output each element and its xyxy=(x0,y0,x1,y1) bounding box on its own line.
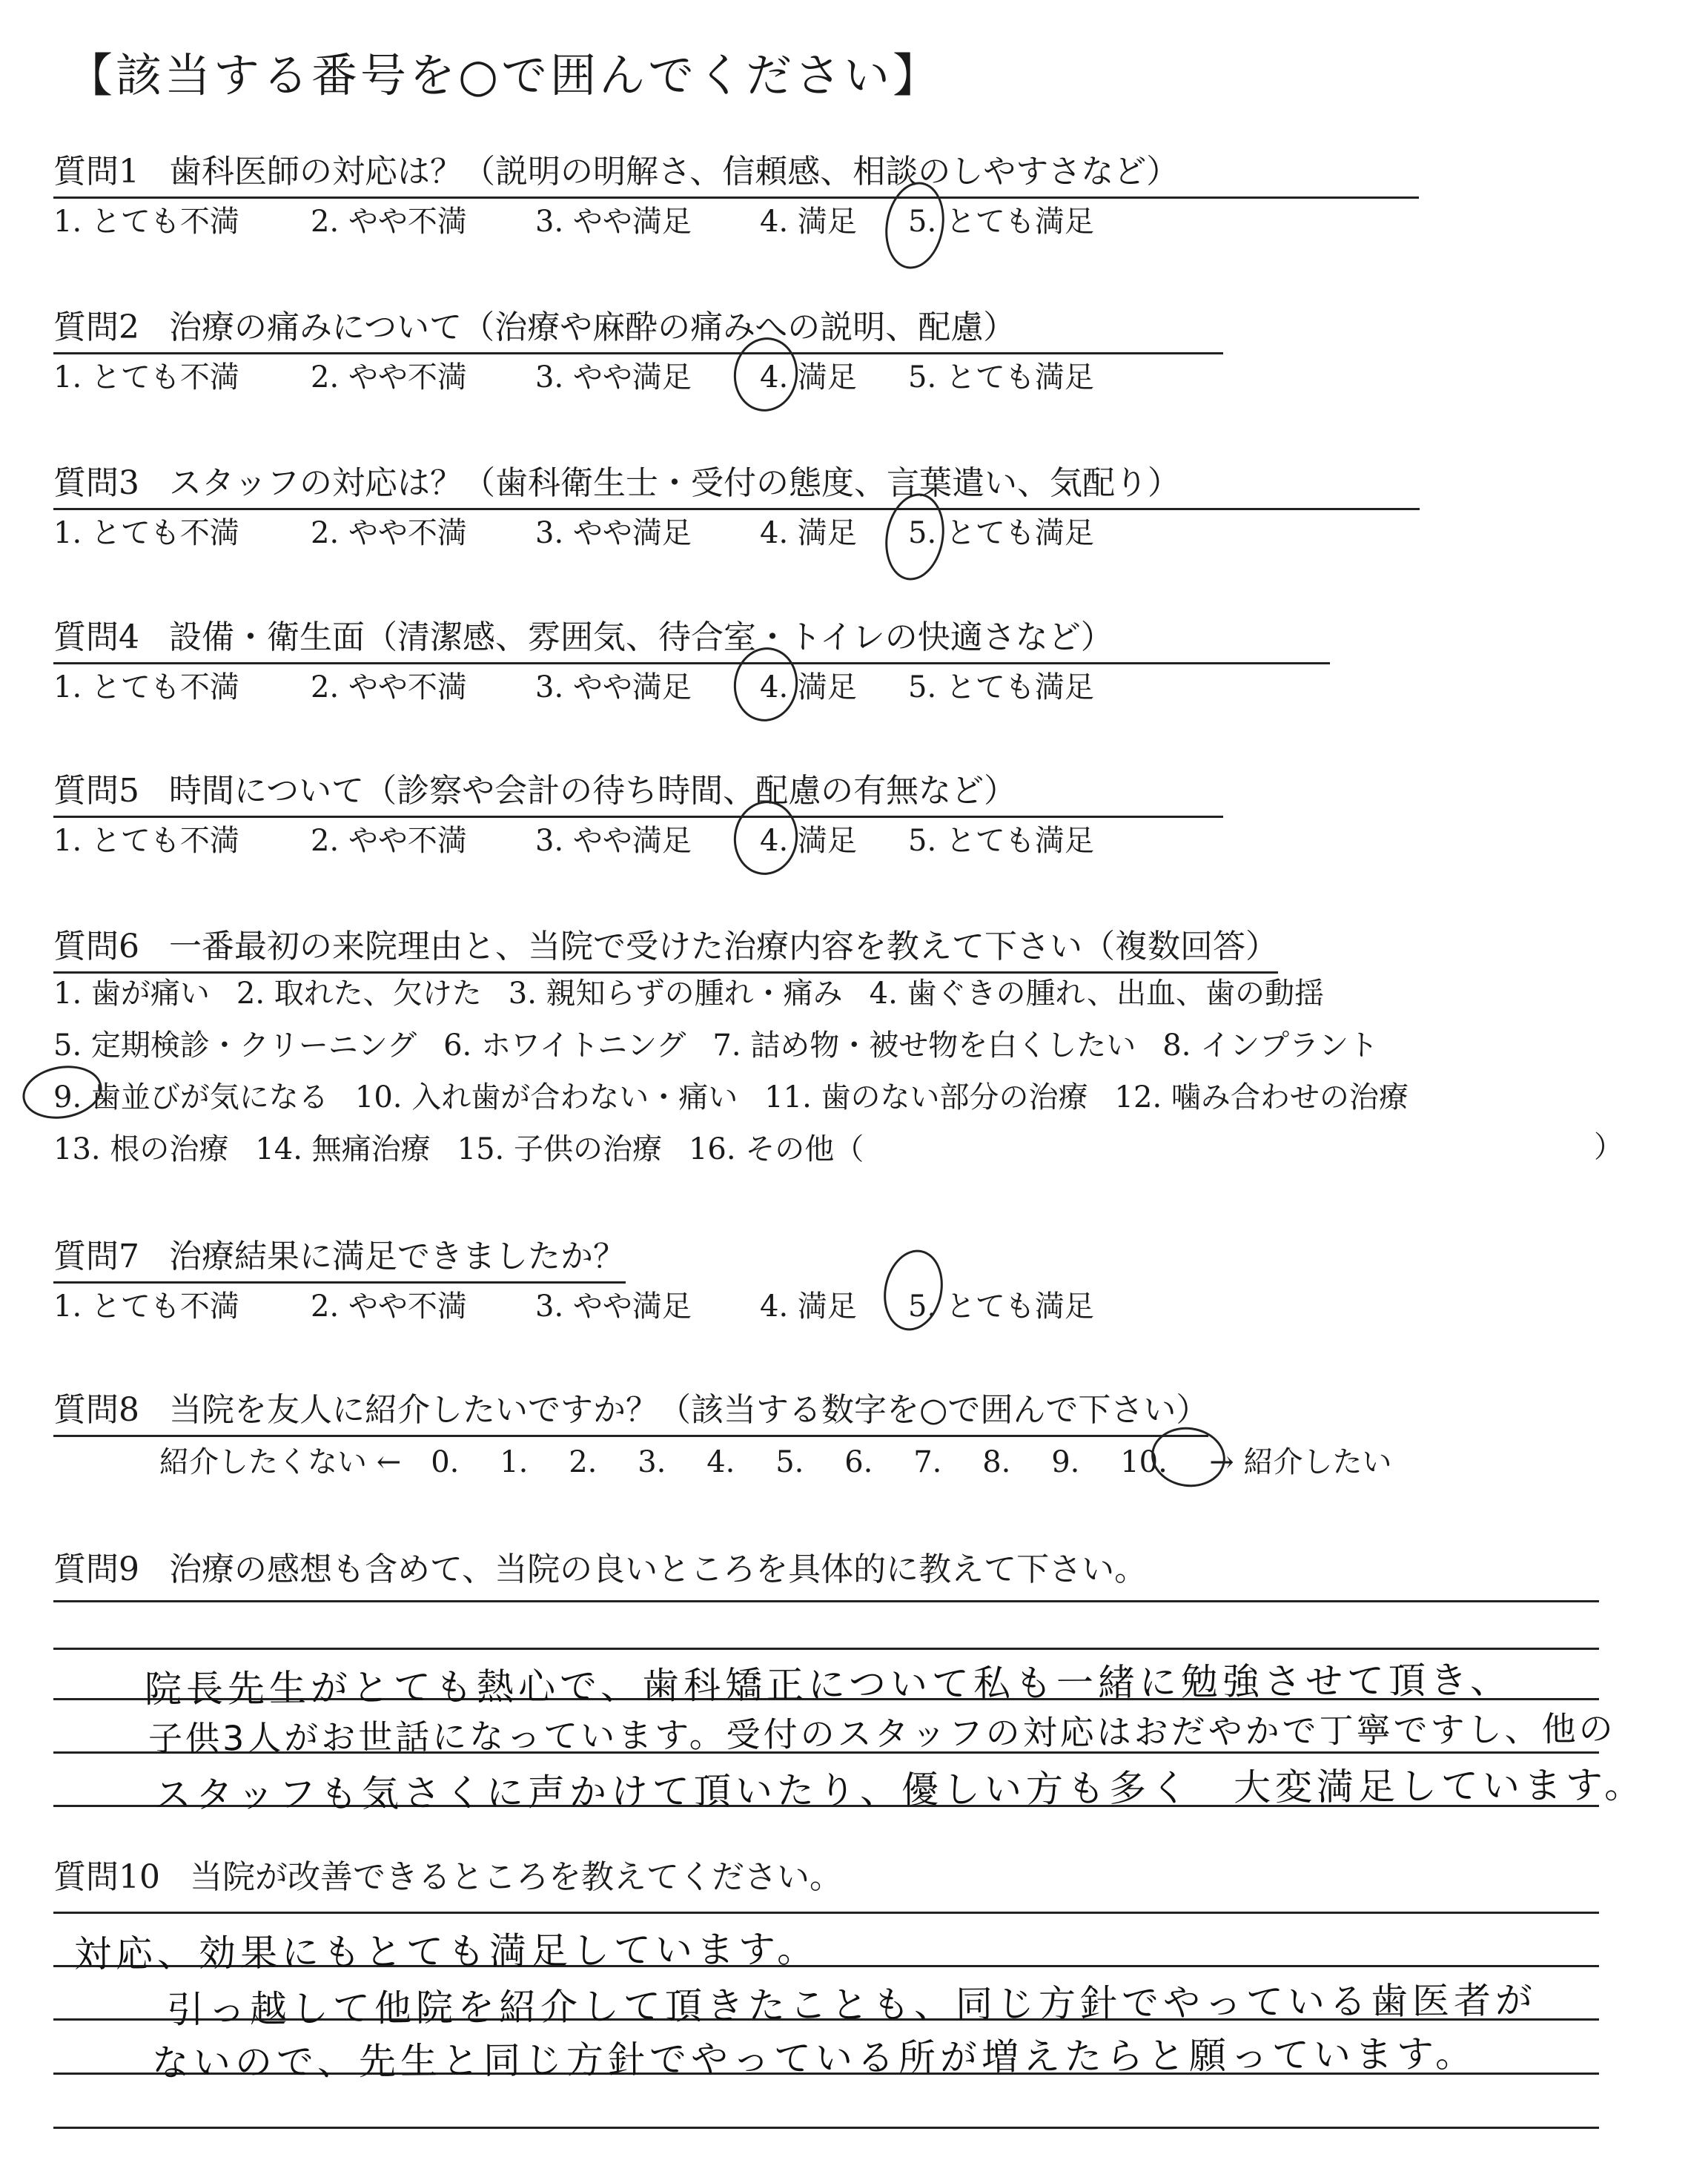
q6-option[interactable]: 13. 根の治療 xyxy=(53,1132,229,1166)
question-number: 質問5 xyxy=(53,772,139,810)
question-number: 質問6 xyxy=(53,928,139,965)
scale-number[interactable]: 0. xyxy=(431,1445,460,1479)
handwritten-answer: 引っ越して他院を紹介して頂きたことも、同じ方針でやっている歯医者が xyxy=(166,1978,1537,2032)
option-somewhat-satisfied[interactable]: 3. やや満足 xyxy=(535,205,692,239)
question-text: 設備・衛生面（清潔感、雰囲気、待合室・トイレの快適さなど） xyxy=(169,618,1113,656)
q6-option[interactable]: 8. インプラント xyxy=(1162,1028,1379,1063)
answer-line xyxy=(53,1648,1599,1650)
question-1 xyxy=(53,145,1419,199)
scale-number[interactable]: 9. xyxy=(1051,1445,1080,1479)
handwritten-answer: 院長先生がとても熱心で、歯科矯正について私も一緒に勉強させて頂き、 xyxy=(144,1658,1512,1711)
option-very-dissatisfied[interactable]: 1. とても不満 xyxy=(53,670,239,704)
handwritten-answer: ないので、先生と同じ方針でやっている所が増えたらと願っています。 xyxy=(151,2032,1477,2085)
question-10 xyxy=(53,1850,842,1898)
handwritten-answer: 対応、効果にもとても満足しています。 xyxy=(73,1927,819,1976)
option-satisfied[interactable]: 4. 満足 xyxy=(760,205,857,239)
question-text: 時間について（診察や会計の待ち時間、配慮の有無など） xyxy=(169,772,1017,810)
q6-option[interactable]: 14. 無痛治療 xyxy=(255,1132,431,1166)
scale-number-selected[interactable]: 10. xyxy=(1120,1445,1168,1479)
option-very-dissatisfied[interactable]: 1. とても不満 xyxy=(53,1289,239,1324)
question-number: 質問10 xyxy=(53,1858,160,1896)
option-very-dissatisfied[interactable]: 1. とても不満 xyxy=(53,824,239,858)
option-very-dissatisfied[interactable]: 1. とても不満 xyxy=(53,360,239,394)
q6-option[interactable]: 16. その他（ xyxy=(688,1132,864,1166)
option-somewhat-dissatisfied[interactable]: 2. やや不満 xyxy=(311,670,467,704)
scale-number[interactable]: 8. xyxy=(982,1445,1011,1479)
page-heading: 【該当する番号を○で囲んでください】 xyxy=(67,48,942,102)
question-7 xyxy=(53,1229,626,1284)
answer-line xyxy=(53,1912,1599,1914)
option-very-satisfied[interactable]: 5. とても満足 xyxy=(908,1289,1094,1324)
question-number: 質問3 xyxy=(53,464,139,502)
option-very-satisfied[interactable]: 5. とても満足 xyxy=(908,205,1094,239)
option-somewhat-satisfied[interactable]: 3. やや満足 xyxy=(535,516,692,550)
option-very-satisfied[interactable]: 5. とても満足 xyxy=(908,824,1094,858)
q6-option[interactable]: 1. 歯が痛い xyxy=(53,977,210,1011)
option-satisfied[interactable]: 4. 満足 xyxy=(760,824,857,858)
question-text: 歯科医師の対応は？（説明の明解さ、信頼感、相談のしやすさなど） xyxy=(169,153,1179,191)
option-somewhat-satisfied[interactable]: 3. やや満足 xyxy=(535,360,692,394)
q6-option-row xyxy=(53,1071,1435,1123)
option-somewhat-satisfied[interactable]: 3. やや満足 xyxy=(535,824,692,858)
question-5 xyxy=(53,764,1223,818)
q6-option-selected[interactable]: 9. 歯並びが気になる xyxy=(53,1080,328,1114)
q6-option[interactable]: 15. 子供の治療 xyxy=(457,1132,662,1166)
question-number: 質問8 xyxy=(53,1391,139,1429)
question-text: 当院を友人に紹介したいですか？（該当する数字を○で囲んで下さい） xyxy=(169,1391,1209,1429)
handwritten-answer: 子供3人がお世話になっています。受付のスタッフの対応はおだやかで丁寧ですし、他の xyxy=(148,1708,1616,1759)
scale-number[interactable]: 3. xyxy=(638,1445,666,1479)
scale-number[interactable]: 6. xyxy=(844,1445,873,1479)
option-somewhat-dissatisfied[interactable]: 2. やや不満 xyxy=(311,824,467,858)
question-4 xyxy=(53,610,1330,664)
question-text: 治療の痛みについて（治療や麻酔の痛みへの説明、配慮） xyxy=(169,308,1016,346)
question-number: 質問2 xyxy=(53,308,139,346)
scale-right-label: → 紹介したい xyxy=(1209,1445,1392,1479)
q6-option[interactable]: 7. 詰め物・被せ物を白くしたい xyxy=(712,1028,1136,1063)
question-2 xyxy=(53,300,1223,354)
option-very-dissatisfied[interactable]: 1. とても不満 xyxy=(53,516,239,550)
q6-option[interactable]: 2. 取れた、欠けた xyxy=(236,977,482,1011)
option-somewhat-dissatisfied[interactable]: 2. やや不満 xyxy=(311,205,467,239)
question-6 xyxy=(53,919,1278,974)
option-satisfied[interactable]: 4. 満足 xyxy=(760,1289,857,1324)
scale-number[interactable]: 5. xyxy=(775,1445,804,1479)
option-somewhat-satisfied[interactable]: 3. やや満足 xyxy=(535,1289,692,1324)
option-somewhat-satisfied[interactable]: 3. やや満足 xyxy=(535,670,692,704)
scale-number[interactable]: 1. xyxy=(500,1445,529,1479)
question-3 xyxy=(53,456,1420,510)
question-number: 質問4 xyxy=(53,618,139,656)
q6-option-row xyxy=(53,968,1351,1020)
option-very-satisfied[interactable]: 5. とても満足 xyxy=(908,360,1094,394)
other-close-paren: ） xyxy=(1594,1130,1623,1164)
option-somewhat-dissatisfied[interactable]: 2. やや不満 xyxy=(311,360,467,394)
q6-option-row xyxy=(53,1123,890,1175)
option-very-satisfied[interactable]: 5. とても満足 xyxy=(908,516,1094,550)
option-somewhat-dissatisfied[interactable]: 2. やや不満 xyxy=(311,1289,467,1324)
answer-line xyxy=(53,1600,1599,1602)
question-text: スタッフの対応は？（歯科衛生士・受付の態度、言葉遣い、気配り） xyxy=(169,464,1180,502)
option-satisfied[interactable]: 4. 満足 xyxy=(760,670,857,704)
q6-option[interactable]: 6. ホワイトニング xyxy=(443,1028,686,1063)
scale-left-label: 紹介したくない ← xyxy=(159,1445,402,1479)
q6-option-row xyxy=(53,1020,1405,1071)
handwritten-answer: スタッフも気さくに声かけて頂いたり、優しい方も多く 大変満足しています。 xyxy=(153,1763,1646,1817)
q6-option[interactable]: 5. 定期検診・クリーニング xyxy=(53,1028,417,1063)
option-very-satisfied[interactable]: 5. とても満足 xyxy=(908,670,1094,704)
q6-option[interactable]: 4. 歯ぐきの腫れ、出血、歯の動揺 xyxy=(869,977,1324,1011)
question-text: 治療の感想も含めて、当院の良いところを具体的に教えて下さい。 xyxy=(169,1550,1148,1588)
question-8 xyxy=(53,1383,1208,1437)
answer-line xyxy=(53,2127,1599,2129)
option-very-dissatisfied[interactable]: 1. とても不満 xyxy=(53,205,239,239)
question-text: 治療結果に満足できましたか？ xyxy=(169,1238,626,1275)
question-number: 質問7 xyxy=(53,1238,139,1275)
option-satisfied[interactable]: 4. 満足 xyxy=(760,360,857,394)
scale-number[interactable]: 2. xyxy=(569,1445,598,1479)
question-number: 質問9 xyxy=(53,1550,139,1588)
question-9 xyxy=(53,1542,1147,1590)
question-text: 一番最初の来院理由と、当院で受けた治療内容を教えて下さい（複数回答） xyxy=(169,928,1278,965)
question-number: 質問1 xyxy=(53,153,139,191)
question-text: 当院が改善できるところを教えてください。 xyxy=(190,1858,842,1896)
q6-option[interactable]: 3. 親知らずの腫れ・痛み xyxy=(508,977,843,1011)
scale-number[interactable]: 7. xyxy=(913,1445,942,1479)
option-somewhat-dissatisfied[interactable]: 2. やや不満 xyxy=(311,516,467,550)
option-satisfied[interactable]: 4. 満足 xyxy=(760,516,857,550)
q6-option[interactable]: 11. 歯のない部分の治療 xyxy=(764,1080,1088,1114)
q6-option[interactable]: 10. 入れ歯が合わない・痛い xyxy=(354,1080,738,1114)
scale-number[interactable]: 4. xyxy=(706,1445,735,1479)
q6-option[interactable]: 12. 噛み合わせの治療 xyxy=(1114,1080,1409,1114)
